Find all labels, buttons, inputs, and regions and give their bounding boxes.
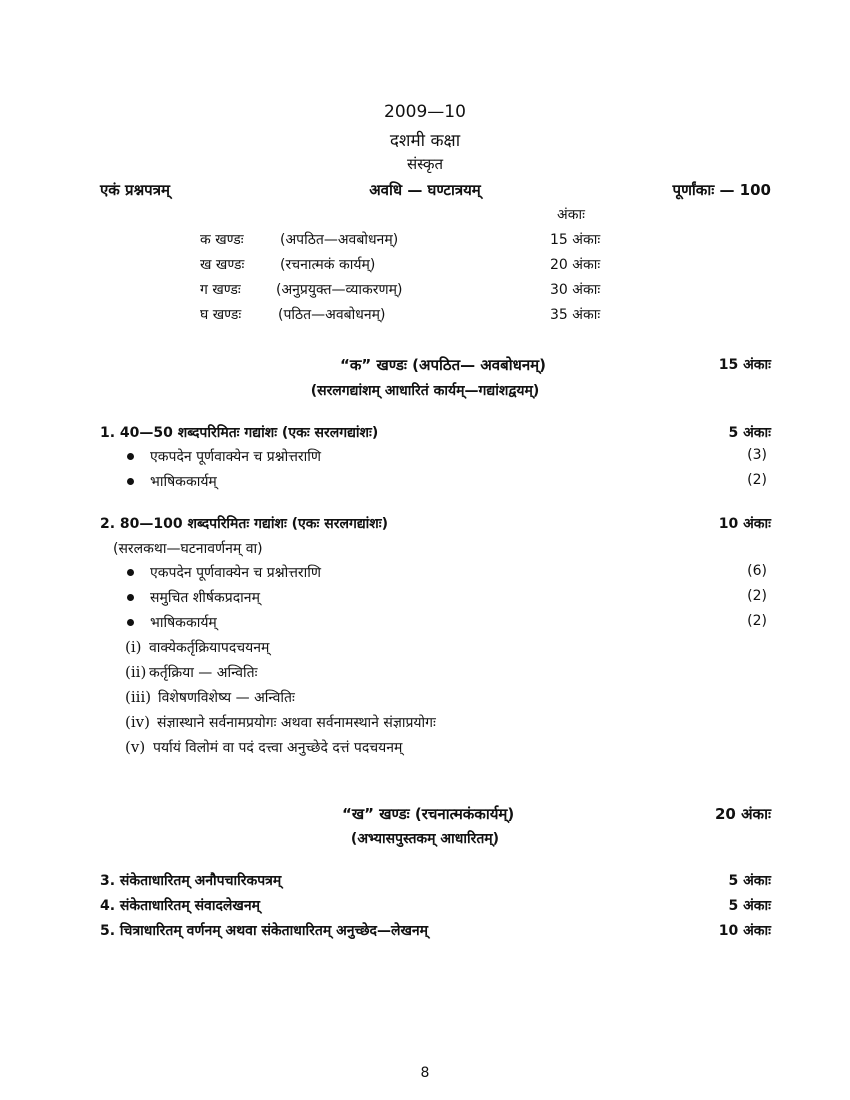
subject-title: संस्कृत (406, 155, 444, 173)
question-2-marks: 10 अंकाः (718, 516, 771, 532)
subitem-number: (ii) (125, 663, 147, 681)
subitem-text: कर्तृक्रिया — अन्वितिः (149, 665, 258, 681)
question-4-marks: 5 अंकाः (728, 898, 771, 914)
question-3-marks: 5 अंकाः (728, 873, 771, 889)
page-number: 8 (420, 1065, 430, 1081)
marks-heading: अंकाः (557, 207, 585, 223)
overview-title: (अनुप्रयुक्त—व्याकरणम्) (276, 282, 403, 298)
class-title: दशमी कक्षा (389, 131, 461, 151)
question-3: 3. संकेताधारितम् अनौपचारिकपत्रम् (100, 873, 282, 889)
question-2-note: (सरलकथा—घटनावर्णनम् वा) (113, 541, 263, 557)
overview-marks: 15 अंकाः (550, 232, 601, 248)
item-marks: (2) (747, 613, 767, 629)
section-a-heading: “क” खण्डः (अपठित— अवबोधनम्) (340, 356, 546, 374)
bullet-icon (127, 594, 134, 601)
overview-marks: 20 अंकाः (550, 257, 601, 273)
question-1-title: 1. 40—50 शब्दपरिमितः गद्यांशः (एकः सरलगद्यांशः) (100, 425, 379, 441)
question-5: 5. चित्राधारितम् वर्णनम् अथवा संकेताधारितम् अनुच्छेद—लेखनम् (100, 923, 429, 939)
bullet-icon (127, 478, 134, 485)
section-b-marks: 20 अंकाः (715, 805, 771, 823)
list-item: भाषिककार्यम् (150, 474, 217, 490)
list-item: एकपदेन पूर्णवाक्येन च प्रश्नोत्तराणि (150, 565, 322, 581)
question-2-title: 2. 80—100 शब्दपरिमितः गद्यांशः (एकः सरलगद्यांशः) (100, 516, 389, 532)
subitem-text: विशेषणविशेष्य — अन्वितिः (158, 690, 295, 706)
overview-marks: 30 अंकाः (550, 282, 601, 298)
overview-label: ख खण्डः (200, 257, 245, 273)
section-b-subheading: (अभ्यासपुस्तकम् आधारितम्) (350, 831, 500, 847)
item-marks: (2) (747, 588, 767, 604)
subitem-number: (iii) (125, 688, 152, 706)
subitem-text: पर्यायं विलोमं वा पदं दत्त्वा अनुच्छेदे दत्तं पदचयनम् (153, 740, 403, 756)
subitem-text: संज्ञास्थाने सर्वनामप्रयोगः अथवा सर्वनामस्थाने संज्ञाप्रयोगः (157, 715, 436, 731)
question-5-marks: 10 अंकाः (718, 923, 771, 939)
list-item: एकपदेन पूर्णवाक्येन च प्रश्नोत्तराणि (150, 449, 322, 465)
subitem-number: (v) (125, 738, 146, 756)
overview-title: (रचनात्मकं कार्यम्) (280, 257, 376, 273)
section-a-subheading: (सरलगद्यांशम् आधारितं कार्यम्—गद्यांशद्वयम्) (310, 383, 540, 399)
total-marks: पूर्णांकाः — 100 (672, 181, 771, 199)
overview-title: (अपठित—अवबोधनम्) (280, 232, 399, 248)
question-4: 4. संकेताधारितम् संवादलेखनम् (100, 898, 260, 914)
subitem-number: (iv) (125, 713, 150, 731)
year: 2009—10 (384, 102, 466, 122)
item-marks: (6) (747, 563, 767, 579)
overview-title: (पठित—अवबोधनम्) (278, 307, 386, 323)
overview-label: घ खण्डः (200, 307, 242, 323)
duration-label: अवधि — घण्टात्रयम् (369, 181, 481, 199)
overview-marks: 35 अंकाः (550, 307, 601, 323)
item-marks: (2) (747, 472, 767, 488)
overview-label: क खण्डः (200, 232, 244, 248)
overview-label: ग खण्डः (200, 282, 241, 298)
question-1-marks: 5 अंकाः (728, 425, 771, 441)
list-item: समुचित शीर्षकप्रदानम् (150, 590, 260, 606)
section-b-heading: “ख” खण्डः (रचनात्मकंकार्यम्) (342, 805, 515, 823)
item-marks: (3) (747, 447, 767, 463)
bullet-icon (127, 453, 134, 460)
bullet-icon (127, 569, 134, 576)
subitem-text: वाक्येकर्तृक्रियापदचयनम् (149, 640, 270, 656)
list-item: भाषिककार्यम् (150, 615, 217, 631)
section-a-marks: 15 अंकाः (718, 357, 771, 373)
bullet-icon (127, 619, 134, 626)
subitem-number: (i) (125, 638, 142, 656)
paper-label: एकं प्रश्नपत्रम् (100, 181, 170, 199)
